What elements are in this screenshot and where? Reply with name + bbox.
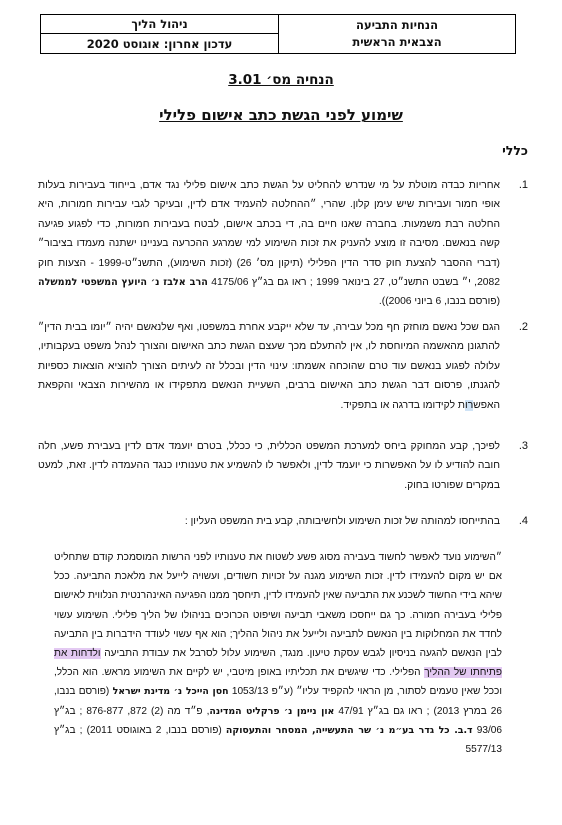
directive-number: הנחיה מס׳ 3.01: [228, 72, 334, 88]
header-org-line2: הצבאית הראשית: [352, 35, 442, 49]
paragraph-text: [38, 318, 500, 415]
section-heading: כללי: [502, 143, 528, 158]
header-org-cell: [278, 15, 515, 53]
paragraph-number: 1.: [518, 179, 528, 191]
case-name: הרב אלבז נ׳ היועץ המשפטי לממשלה: [38, 277, 208, 289]
paragraph-2: [38, 318, 528, 415]
highlighted-text: רו: [465, 399, 474, 411]
text-run: (פורסם בנבו, 26 במרץ 2013) ; ראו גם בג״ץ 47/91: [54, 686, 502, 717]
paragraph-number: 2.: [518, 321, 528, 333]
case-name: און ניימן נ׳ פרקליט המדינה: [209, 705, 335, 717]
case-name: ד.ב. כל גדר בע״מ נ׳ שר התעשייה, המסחר והתעסוקה: [225, 724, 473, 736]
paragraph-text: [38, 176, 500, 312]
paragraph-number: 3.: [518, 440, 528, 452]
header-org-line1: הנחיות התביעה: [356, 18, 438, 33]
paragraph-4: [38, 512, 528, 531]
header-table: [40, 14, 516, 54]
text-run: (פורסם בנבו, 2 באוגוסט 2011) ; בג״ץ 5577/13: [54, 724, 502, 756]
highlighted-text: ולדחות את פתיחתו של ההליך: [54, 648, 502, 679]
text-run: (פורסם בנבו, 6 ביוני 2006)).: [378, 296, 500, 308]
paragraph-text: לפיכך, קבע המחוקק ביחס למערכת המשפט הכללית, כי ככלל, בטרם יועמד אדם לדין בעבירת פשע, חלה חובה להודיע לו על האפשרות כי יועמד לדין, ולאפשר לו להשמיע את טענותיו כנגד ההעמדה לדין. זאת, למעט במקרים שפורטו בחוק.: [38, 441, 500, 491]
paragraph-3: [38, 437, 528, 495]
text-run: ת לקידומו בדרגה או בתפקיד.: [340, 399, 466, 411]
paragraph-1: [38, 176, 528, 312]
header-unit: ניהול הליך: [41, 15, 278, 34]
text-run: ״השימוע נועד לאפשר לחשוד בעבירה מסוג פשע לשטוח את טענותיו לפני הרשות המוסמכת קודם שתחליט אם יש מקום להעמידו לדין. זכות השימוע מגנה על זכויות חשודים, ועשויה לייעל את מלאכת התביעה. ככל שיהא בידי החשוד לשכנע את התביעה שאין להעמידו לדין, תיחסך ממנו הפגיעה האינהרנטית הנלווית לאישום פלילי בעבירה חמורה. כך גם ייחסכו משאבי תביעה ושיפוט הכרוכים בניהולו של הליך פלילי. השימוע עשוי לחדד את המחלוקות בין הנאשם לתביעה ולייעל את ניהול ההליך; הוא אף עשוי לעודד הידברות בין התביעה לבין הנאשם להגעה בניסיון לגבש עסקת טיעון. מנגד, השימוע עלול לסרבל את עבודת התביעה: [54, 552, 502, 660]
page-title: שימוע לפני הגשת כתב אישום פלילי: [159, 106, 403, 124]
court-quote: [54, 548, 502, 759]
paragraph-number: 4.: [518, 515, 528, 527]
paragraph-text: בהתייחסו למהותה של זכות השימוע ולחשיבותה, קבע בית המשפט העליון :: [184, 516, 500, 527]
case-name: חסן הייכל נ׳ מדינת ישראל: [112, 686, 229, 698]
text-run: הפלילי. כדי שיגשים את תכליתיו באופן מיטבי, יש לקיים את השימוע מראש. הוא הכלל, וככל שאין טעמים לסתור, מן הראוי להקפיד עליו״ (ע״פ 1053/13: [54, 667, 502, 698]
text-run: , פ״ד מה (2) 872, 876-877 ; בג״ץ 93/06: [54, 705, 502, 736]
header-updated: עדכון אחרון: אוגוסט 2020: [86, 36, 233, 51]
text-run: הגם שכל נאשם מוחזק חף מכל עבירה, עד שלא ייקבע אחרת במשפטו, ואף שלנאשם יהיה ״יומו בבית הדין״ להתגונן מהאשמה המיוחסת לו, אין להתעלם מכך שעצם הגשת כתב האישום והצורך לנהל משפט בעקבותיו, עלולה לפגוע בנאשם עוד טרם שהוכחה אשמתו: עינוי הדין ובכלל זה לעיתים הצורך להוציא הוצאות כספיות להגנתו, פרסום דבר הגשת כתב האישום ברבים, השעיית הנאשם מתפקידו או מהשירות הצבאי והקפאת האפש: [38, 322, 500, 411]
text-run: אחריות כבדה מוטלת על מי שנדרש להחליט על הגשת כתב אישום פלילי נגד אדם, בייחוד בעבירות בעלות אופי חמור ועבירות שיש עימן קלון. שהרי, ״ההחלטה להעמיד אדם לדין, ובעיקר לגבי עבירות חמורות, היא החלטה רבת משמעות. בחברה שאנו חיים בה, די בכתב אישום, לבטח בעבירות חמורות, כדי לפגוע פגיעה קשה בנאשם. מסיבה זו מוצע להעניק את זכות השימוע למי שמרגע ההכרעה בעניינו ישתנה מעמדו בציבור״ (דברי ההסבר להצעת חוק סדר הדין הפלילי (תיקון מס׳ 26) (זכות השימוע), התשנ״ט-1999 - הצעות חוק 2082, י״ בשבט התשנ״ט, 27 בינואר 1999 ; ראו גם בג״ץ 4175/06: [38, 180, 500, 289]
